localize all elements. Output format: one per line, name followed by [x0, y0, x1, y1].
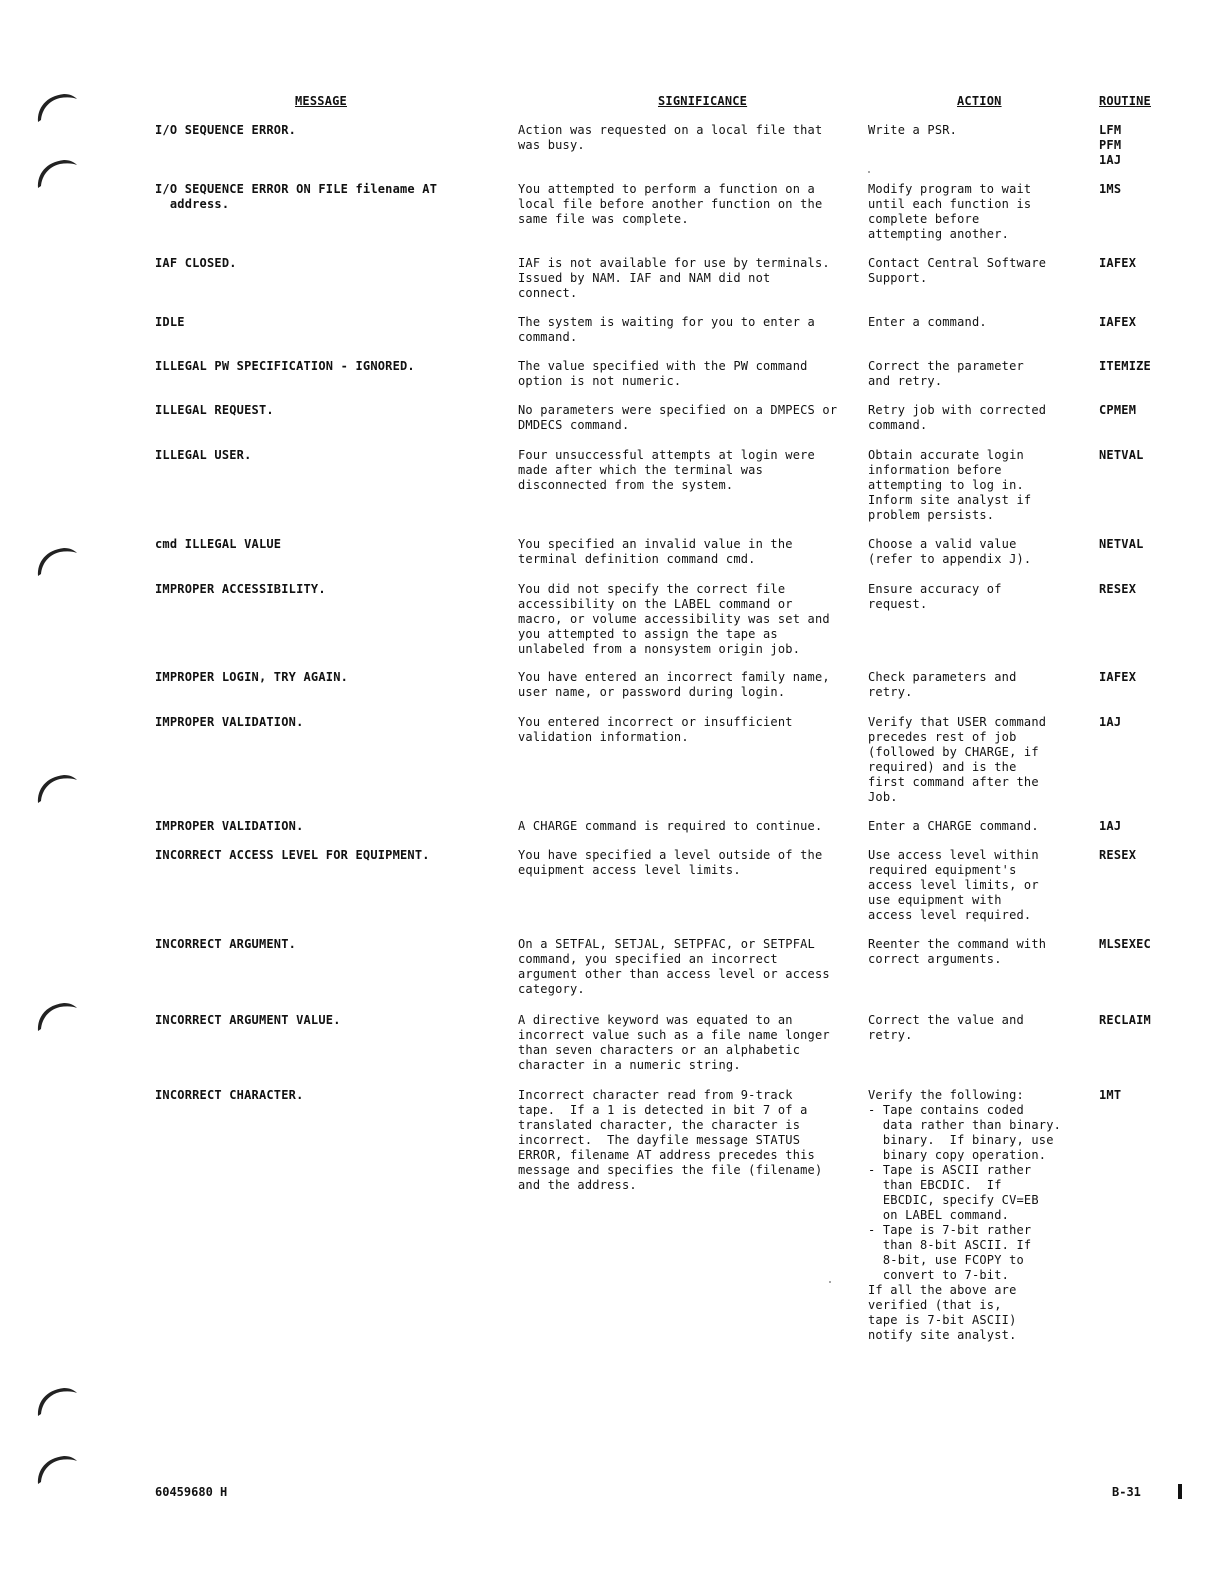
significance-text: On a SETFAL, SETJAL, SETPFAC, or SETPFAL command, you specified an incorrect argument other than access level or access category.: [518, 937, 830, 996]
routine-text: CPMEM: [1099, 403, 1137, 417]
message-text: IMPROPER ACCESSIBILITY.: [155, 582, 326, 596]
message-text: ILLEGAL REQUEST.: [155, 403, 274, 417]
action-text: Verify that USER command precedes rest of job (followed by CHARGE, if required) and is the first command after the Job.: [868, 715, 1047, 804]
action-text: Enter a CHARGE command.: [868, 819, 1039, 833]
action-text: Modify program to wait until each function is complete before attempting another.: [868, 182, 1032, 241]
action-text: Choose a valid value (refer to appendix J).: [868, 537, 1032, 566]
routine-text: NETVAL: [1099, 448, 1144, 462]
message-text: I/O SEQUENCE ERROR ON FILE filename AT address.: [155, 182, 438, 211]
punch-hole-mark: [34, 90, 80, 124]
message-text: IMPROPER LOGIN, TRY AGAIN.: [155, 670, 349, 684]
routine-text: IAFEX: [1099, 670, 1137, 684]
significance-text: The value specified with the PW command option is not numeric.: [518, 359, 808, 388]
action-text: Reenter the command with correct arguments.: [868, 937, 1047, 966]
routine-text: ITEMIZE: [1099, 359, 1151, 373]
action-text: Correct the value and retry.: [868, 1013, 1024, 1042]
message-text: ILLEGAL PW SPECIFICATION - IGNORED.: [155, 359, 415, 373]
message-text: ILLEGAL USER.: [155, 448, 252, 462]
punch-hole-mark: [34, 1452, 80, 1486]
significance-text: You did not specify the correct file accessibility on the LABEL command or macro, or volume accessibility was set and you attempted to assign the tape as unlabeled from a nonsystem origin job.: [518, 582, 830, 656]
routine-text: RECLAIM: [1099, 1013, 1151, 1027]
message-text: INCORRECT ARGUMENT VALUE.: [155, 1013, 341, 1027]
scan-speck: [868, 171, 870, 173]
column-header-routine: ROUTINE: [1099, 94, 1151, 108]
message-text: IMPROPER VALIDATION.: [155, 715, 304, 729]
routine-text: 1MT: [1099, 1088, 1122, 1102]
document-number: 60459680 H: [155, 1485, 228, 1499]
significance-text: You have entered an incorrect family name, user name, or password during login.: [518, 670, 830, 699]
punch-hole-mark: [34, 156, 80, 190]
significance-text: You specified an invalid value in the terminal definition command cmd.: [518, 537, 793, 566]
message-text: cmd ILLEGAL VALUE: [155, 537, 282, 551]
action-text: Contact Central Software Support.: [868, 256, 1047, 285]
message-text: INCORRECT CHARACTER.: [155, 1088, 304, 1102]
significance-text: No parameters were specified on a DMPECS or DMDECS command.: [518, 403, 838, 432]
message-text: INCORRECT ARGUMENT.: [155, 937, 297, 951]
routine-text: 1AJ: [1099, 715, 1122, 729]
message-text: I/O SEQUENCE ERROR.: [155, 123, 297, 137]
routine-text: MLSEXEC: [1099, 937, 1151, 951]
routine-text: RESEX: [1099, 848, 1137, 862]
significance-text: Four unsuccessful attempts at login were made after which the terminal was disconnected from the system.: [518, 448, 815, 492]
action-text: Verify the following: - Tape contains coded data rather than binary. binary. If binary, use binary copy operation. - Tape is ASCII rather than EBCDIC. If EBCDIC, specify CV=EB on LABEL command. - Tape is 7-bit rather than 8-bit ASCII. If 8-bit, use FCOPY to convert to 7-bit. If all the above are verified (that is, tape is 7-bit ASCII) notify site analyst.: [868, 1088, 1062, 1342]
significance-text: A CHARGE command is required to continue.: [518, 819, 823, 833]
column-header-message: MESSAGE: [295, 94, 347, 108]
message-text: IAF CLOSED.: [155, 256, 237, 270]
significance-text: A directive keyword was equated to an incorrect value such as a file name longer than seven characters or an alphabetic character in a numeric string.: [518, 1013, 830, 1072]
action-text: Obtain accurate login information before attempting to log in. Inform site analyst if problem persists.: [868, 448, 1032, 522]
punch-hole-mark: [34, 999, 80, 1033]
routine-text: 1AJ: [1099, 819, 1122, 833]
significance-text: You entered incorrect or insufficient validation information.: [518, 715, 793, 744]
significance-text: Action was requested on a local file that was busy.: [518, 123, 823, 152]
routine-text: NETVAL: [1099, 537, 1144, 551]
action-text: Retry job with corrected command.: [868, 403, 1047, 432]
change-bar: [1178, 1484, 1182, 1499]
punch-hole-mark: [34, 771, 80, 805]
punch-hole-mark: [34, 1384, 80, 1418]
significance-text: The system is waiting for you to enter a command.: [518, 315, 815, 344]
message-text: INCORRECT ACCESS LEVEL FOR EQUIPMENT.: [155, 848, 430, 862]
scan-speck: [829, 1281, 831, 1283]
action-text: Ensure accuracy of request.: [868, 582, 1002, 611]
significance-text: IAF is not available for use by terminals. Issued by NAM. IAF and NAM did not connect.: [518, 256, 830, 300]
routine-text: IAFEX: [1099, 256, 1137, 270]
punch-hole-mark: [34, 544, 80, 578]
column-header-action: ACTION: [957, 94, 1002, 108]
significance-text: You attempted to perform a function on a local file before another function on the same file was complete.: [518, 182, 823, 226]
action-text: Check parameters and retry.: [868, 670, 1017, 699]
routine-text: IAFEX: [1099, 315, 1137, 329]
significance-text: You have specified a level outside of the equipment access level limits.: [518, 848, 823, 877]
significance-text: Incorrect character read from 9-track tape. If a 1 is detected in bit 7 of a translated character, the character is incorrect. The dayfile message STATUS ERROR, filename AT address precedes this message and specifies the file (filename) and the address.: [518, 1088, 823, 1192]
action-text: Use access level within required equipment's access level limits, or use equipment with access level required.: [868, 848, 1039, 922]
action-text: Correct the parameter and retry.: [868, 359, 1024, 388]
routine-text: 1MS: [1099, 182, 1122, 196]
column-header-significance: SIGNIFICANCE: [658, 94, 748, 108]
routine-text: RESEX: [1099, 582, 1137, 596]
routine-text: LFM PFM 1AJ: [1099, 123, 1122, 167]
action-text: Enter a command.: [868, 315, 987, 329]
page-number: B-31: [1112, 1485, 1141, 1499]
message-text: IDLE: [155, 315, 185, 329]
action-text: Write a PSR.: [868, 123, 958, 137]
message-text: IMPROPER VALIDATION.: [155, 819, 304, 833]
